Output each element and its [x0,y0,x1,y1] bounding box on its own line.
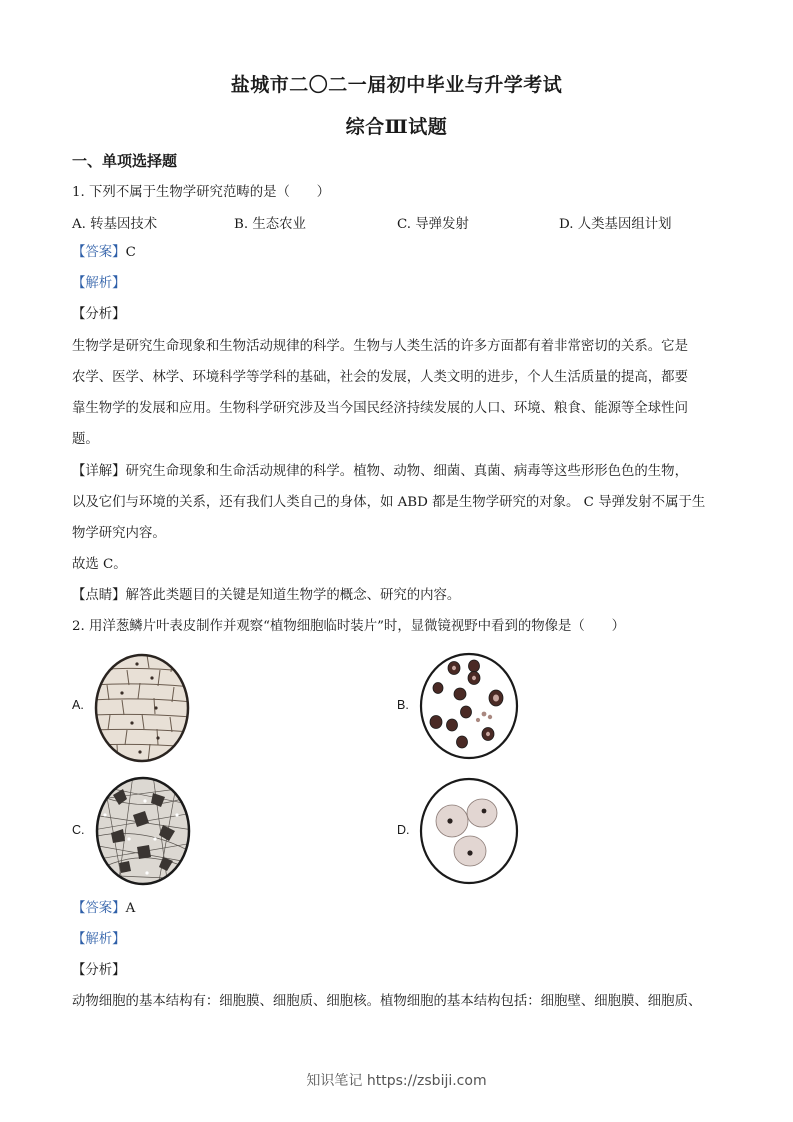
q1-fenxi-label: 【分析】 [72,307,126,322]
q2-fig-label-c: C. [72,823,85,837]
cells-figure-d [416,775,522,887]
answer-label: 【答案】 [72,901,126,916]
tissue-figure-c [93,775,193,887]
section-heading: 一、单项选择题 [72,152,178,170]
q1-analysis-label: 【解析】 [72,276,126,291]
q1-fenxi-line-1: 生物学是研究生命现象和生物活动规律的科学。生物与人类生活的许多方面都有着非常密切的关系。它是 [72,339,688,354]
q1-detail-line-1: 【详解】研究生命现象和生命活动规律的科学。植物、动物、细菌、真菌、病毒等这些形形色色的生物， [72,464,688,479]
q1-option-c: C. 导弹发射 [397,217,469,232]
q2-analysis-label: 【解析】 [72,932,126,947]
q1-stem: 1. 下列不属于生物学研究范畴的是（ ） [72,185,331,200]
answer-value: A [125,901,136,916]
q1-conclusion: 故选 C。 [72,557,127,572]
q1-detail-line-3: 物学研究内容。 [72,526,166,541]
q2-fenxi-text: 动物细胞的基本结构有：细胞膜、细胞质、细胞核。植物细胞的基本结构包括：细胞壁、细胞膜、细胞质、 [72,994,702,1009]
exam-subtitle: 综合Ⅲ试题 [345,116,448,138]
q1-fenxi-line-2: 农学、医学、林学、环境科学等学科的基础，社会的发展，人类文明的进步，个人生活质量的提高，都要 [72,370,688,385]
q2-fig-label-d: D. [397,823,410,837]
q1-detail-line-2: 以及它们与环境的关系，还有我们人类自己的身体，如 ABD 都是生物学研究的对象。 C 导弹发射不属于生 [72,495,706,510]
exam-title: 盐城市二〇二一届初中毕业与升学考试 [230,74,563,96]
q1-option-a: A. 转基因技术 [72,217,158,232]
q2-fig-label-a: A. [72,698,84,712]
blood-cells-figure-b [416,650,522,762]
q2-stem: 2. 用洋葱鳞片叶表皮制作并观察“植物细胞临时装片”时，显微镜视野中看到的物像是（ ） [72,619,625,634]
q1-fenxi-line-3: 靠生物学的发展和应用。生物科学研究涉及当今国民经济持续发展的人口、环境、粮食、能源等全球性问 [72,401,688,416]
footer-watermark: 知识笔记 https://zsbiji.com [306,1073,487,1089]
q2-fenxi-label: 【分析】 [72,963,126,978]
answer-label: 【答案】 [72,245,126,260]
q1-tip: 【点睛】解答此类题目的关键是知道生物学的概念、研究的内容。 [72,588,461,603]
q2-answer [72,899,135,919]
onion-cells-figure-a [92,652,192,764]
answer-value: C [125,245,136,260]
q1-option-d: D. 人类基因组计划 [559,217,672,232]
q1-answer [72,243,136,263]
q2-fig-label-b: B. [397,698,409,712]
q1-option-b: B. 生态农业 [234,217,306,232]
q1-fenxi-line-4: 题。 [72,432,99,447]
